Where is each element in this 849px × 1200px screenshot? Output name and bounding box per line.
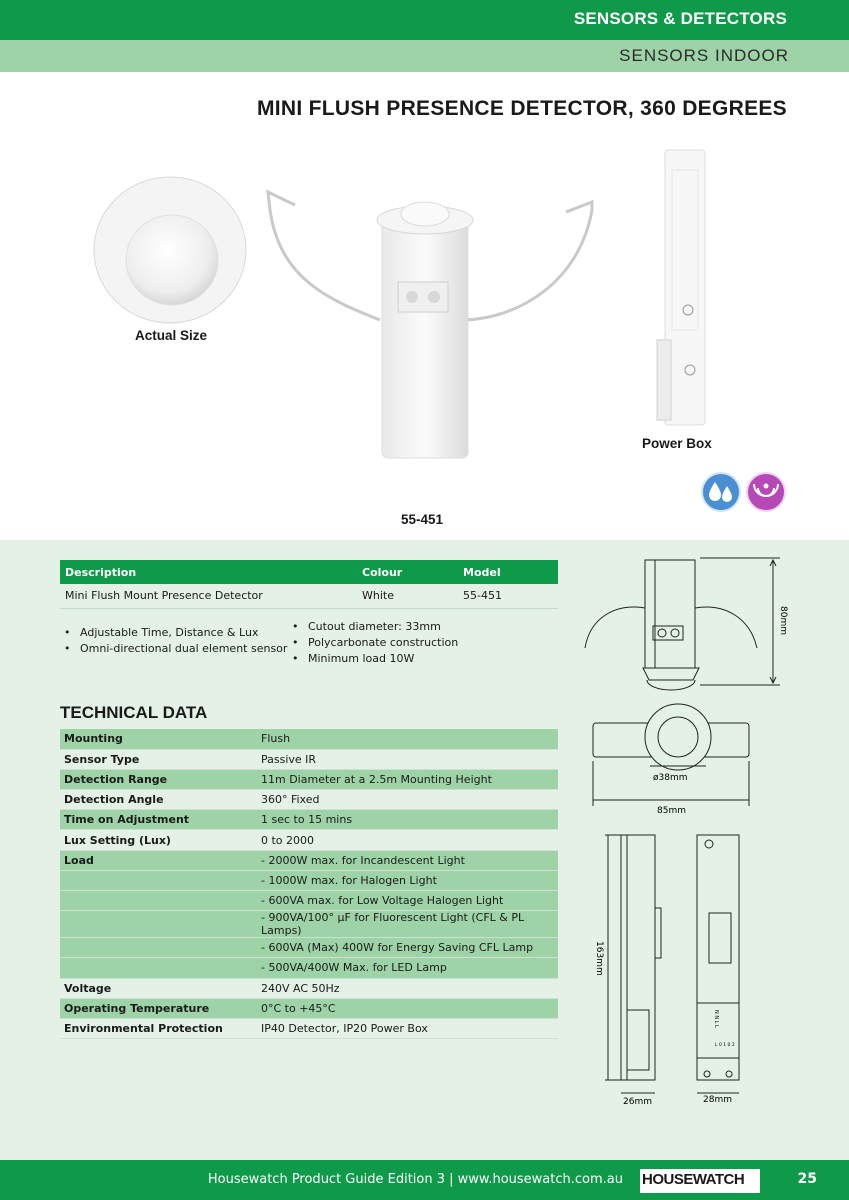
product-images bbox=[0, 130, 849, 540]
power-box-front-drawing bbox=[697, 835, 739, 1093]
motion-sensor-icon bbox=[747, 473, 785, 511]
spec-key: Voltage bbox=[60, 978, 257, 998]
table-row bbox=[60, 830, 558, 850]
list-item: • Minimum load 10W bbox=[290, 651, 458, 667]
dimension-drawings bbox=[575, 548, 790, 1108]
table-row bbox=[60, 891, 558, 911]
list-item: • Cutout diameter: 33mm bbox=[290, 619, 458, 635]
category-title: SENSORS & DETECTORS bbox=[573, 9, 787, 28]
list-item: • Polycarbonate construction bbox=[290, 635, 458, 651]
spec-key: Mounting bbox=[60, 729, 257, 749]
detector-actual-size-image bbox=[94, 177, 246, 323]
spec-value: 0 to 2000 bbox=[257, 830, 558, 850]
box-width-a-label: 26mm bbox=[623, 1097, 652, 1107]
table-row bbox=[60, 998, 558, 1018]
model-caption: 55-451 bbox=[401, 512, 444, 527]
water-drop-icon bbox=[702, 473, 740, 511]
category-header-bar bbox=[0, 0, 849, 40]
table-row bbox=[60, 749, 558, 769]
table-row bbox=[60, 958, 558, 978]
spec-key: Time on Adjustment bbox=[60, 810, 257, 830]
page-footer bbox=[0, 1160, 849, 1200]
table-row bbox=[60, 1018, 558, 1038]
spec-key bbox=[60, 938, 257, 958]
power-box-side-drawing bbox=[605, 835, 661, 1093]
table-row bbox=[60, 584, 558, 608]
table-row bbox=[60, 938, 558, 958]
page-number: 25 bbox=[797, 1171, 817, 1187]
table-row bbox=[60, 790, 558, 810]
terminal-code: L 0 1 0 2 bbox=[715, 1043, 735, 1048]
actual-size-caption: Actual Size bbox=[135, 328, 208, 343]
description-table bbox=[60, 560, 558, 609]
table-row bbox=[60, 810, 558, 830]
description-cell: Mini Flush Mount Presence Detector bbox=[60, 584, 357, 608]
housewatch-logo bbox=[640, 1169, 760, 1193]
width-label-top: 85mm bbox=[657, 806, 686, 816]
height-label-side: 80mm bbox=[778, 606, 788, 635]
spec-key bbox=[60, 958, 257, 978]
spec-value: - 1000W max. for Halogen Light bbox=[257, 870, 558, 890]
height-label-box: 163mm bbox=[594, 941, 604, 976]
spec-value: Flush bbox=[257, 729, 558, 749]
spec-value: IP40 Detector, IP20 Power Box bbox=[257, 1018, 558, 1038]
spec-value: 360° Fixed bbox=[257, 790, 558, 810]
col-colour: Colour bbox=[357, 560, 458, 584]
spec-key: Lux Setting (Lux) bbox=[60, 830, 257, 850]
spec-key: Detection Angle bbox=[60, 790, 257, 810]
spec-value: - 600VA (Max) 400W for Energy Saving CFL Lamp bbox=[257, 938, 558, 958]
features-list-right bbox=[290, 619, 458, 667]
spec-value: 1 sec to 15 mins bbox=[257, 810, 558, 830]
subcategory-header-bar bbox=[0, 40, 849, 72]
col-model: Model bbox=[458, 560, 558, 584]
table-row bbox=[60, 769, 558, 789]
spec-key: Detection Range bbox=[60, 769, 257, 789]
top-view-drawing bbox=[593, 704, 749, 806]
logo-text: HOUSEWATCH bbox=[642, 1171, 745, 1188]
table-row bbox=[60, 911, 558, 938]
features-list-left bbox=[62, 625, 287, 657]
product-illustration bbox=[0, 130, 849, 540]
spec-key: Sensor Type bbox=[60, 749, 257, 769]
diameter-label: ø38mm bbox=[653, 773, 688, 783]
spec-value: 240V AC 50Hz bbox=[257, 978, 558, 998]
description-table-header bbox=[60, 560, 558, 584]
spec-value: - 900VA/100° µF for Fluorescent Light (CFL & PL Lamps) bbox=[257, 911, 558, 938]
spec-value: 0°C to +45°C bbox=[257, 998, 558, 1018]
spec-value: 11m Diameter at a 2.5m Mounting Height bbox=[257, 769, 558, 789]
spec-key bbox=[60, 891, 257, 911]
terminal-label: N N L L bbox=[713, 1010, 719, 1028]
power-box-image bbox=[657, 150, 705, 425]
spec-key bbox=[60, 911, 257, 938]
side-view-drawing bbox=[585, 558, 780, 690]
technical-data-table bbox=[60, 729, 558, 1039]
spec-key: Environmental Protection bbox=[60, 1018, 257, 1038]
box-width-b-label: 28mm bbox=[703, 1095, 732, 1105]
power-box-caption: Power Box bbox=[642, 436, 712, 451]
detector-with-clips-image bbox=[268, 192, 592, 458]
table-row bbox=[60, 870, 558, 890]
spec-value: Passive IR bbox=[257, 749, 558, 769]
spec-key: Operating Temperature bbox=[60, 998, 257, 1018]
colour-cell: White bbox=[357, 584, 458, 608]
col-description: Description bbox=[60, 560, 357, 584]
spec-value: - 500VA/400W Max. for LED Lamp bbox=[257, 958, 558, 978]
spec-key: Load bbox=[60, 850, 257, 870]
spec-key bbox=[60, 870, 257, 890]
list-item: • Adjustable Time, Distance & Lux bbox=[62, 625, 287, 641]
spec-value: - 600VA max. for Low Voltage Halogen Light bbox=[257, 891, 558, 911]
subcategory-title: SENSORS INDOOR bbox=[619, 46, 789, 65]
table-row bbox=[60, 850, 558, 870]
spec-value: - 2000W max. for Incandescent Light bbox=[257, 850, 558, 870]
footer-text: Housewatch Product Guide Edition 3 | www.housewatch.com.au bbox=[207, 1172, 623, 1187]
table-row bbox=[60, 729, 558, 749]
technical-data-title: TECHNICAL DATA bbox=[60, 703, 208, 722]
product-title: MINI FLUSH PRESENCE DETECTOR, 360 DEGREES bbox=[256, 97, 787, 120]
model-cell: 55-451 bbox=[458, 584, 558, 608]
table-row bbox=[60, 978, 558, 998]
list-item: • Omni-directional dual element sensor bbox=[62, 641, 287, 657]
